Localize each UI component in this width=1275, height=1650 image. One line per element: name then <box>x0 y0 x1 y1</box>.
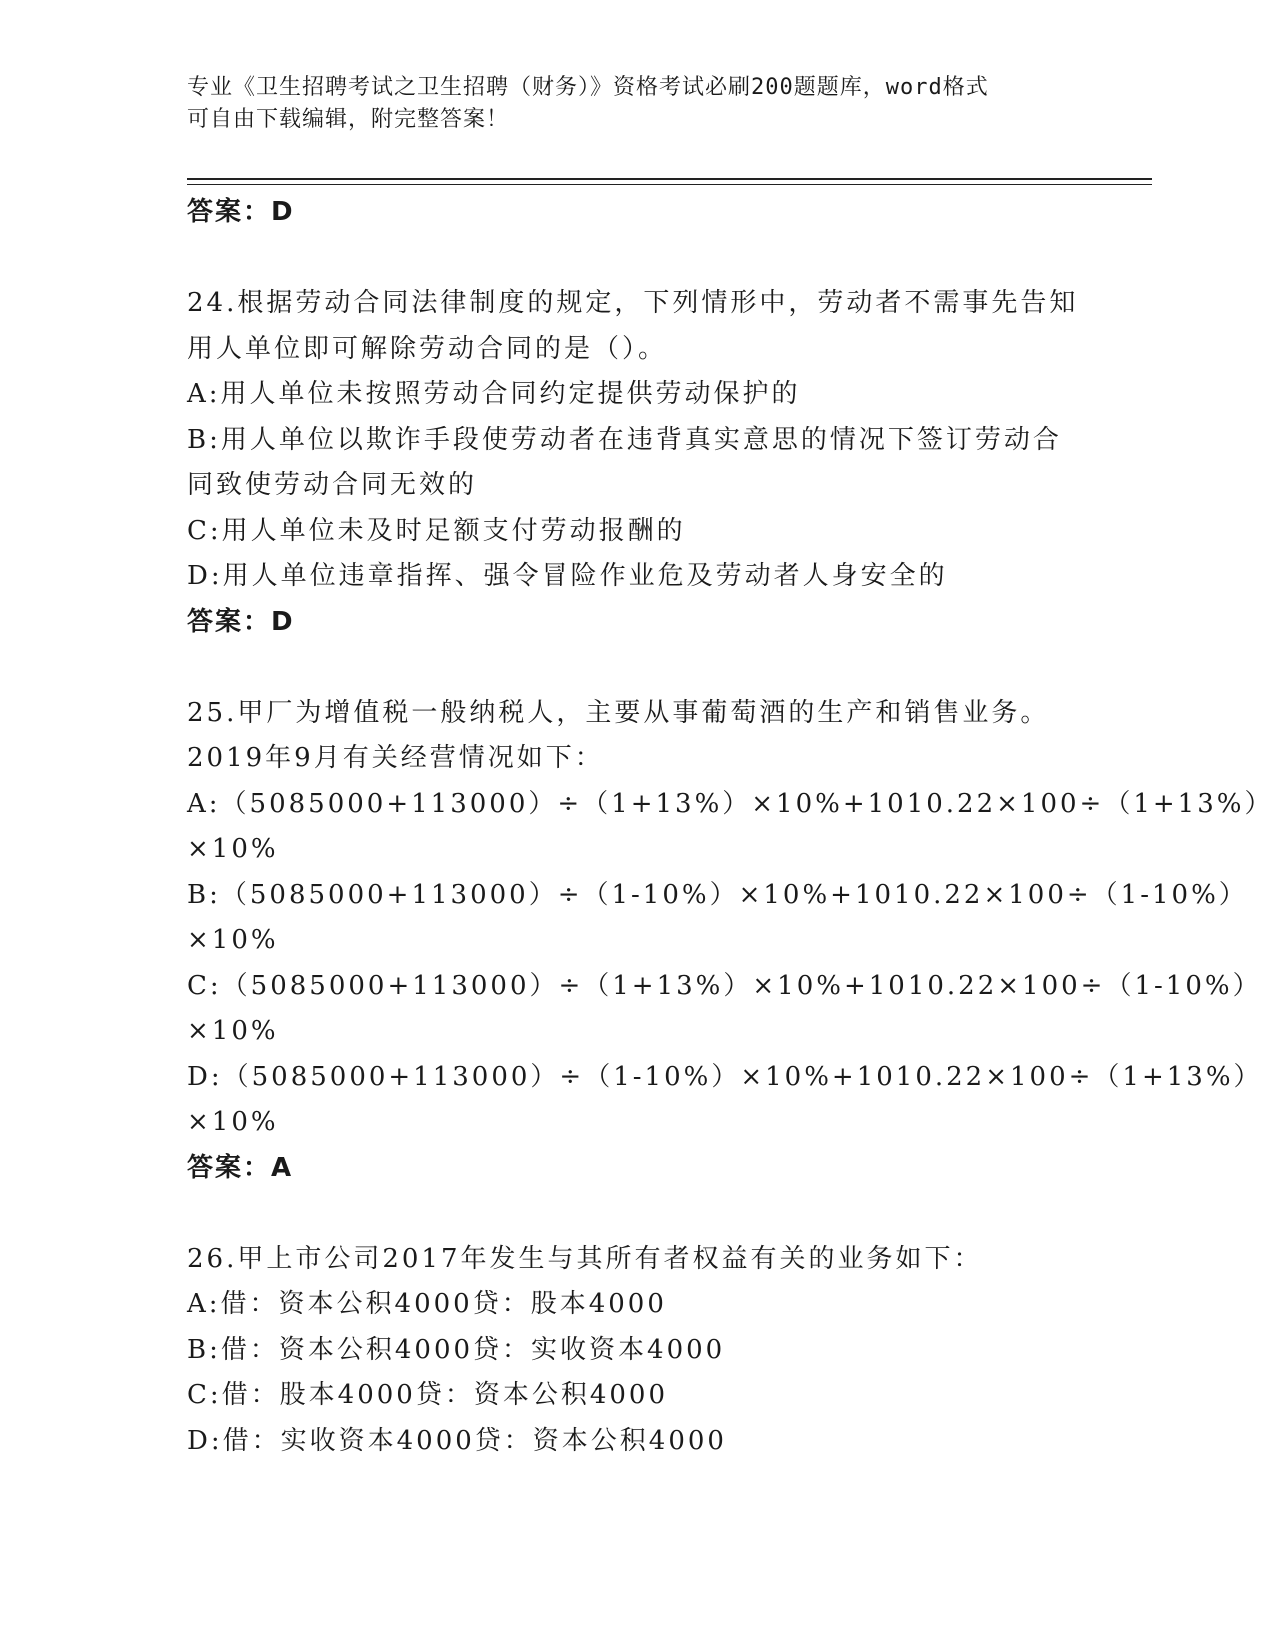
option-line: A:（5085000+113000）÷（1+13%）×10%+1010.22×100÷（1+13%） <box>187 788 1274 819</box>
question-block <box>187 281 1147 645</box>
question-stem-line: 2019年9月有关经营情况如下： <box>187 743 604 773</box>
option-line: ×10% <box>187 834 279 864</box>
answer-label: 答案：D <box>187 606 295 637</box>
header-rule-thick <box>187 178 1152 180</box>
block-spacer <box>187 645 1147 691</box>
question-stem-line: 用人单位即可解除劳动合同的是（）。 <box>187 333 668 364</box>
option-line: D:（5085000+113000）÷（1-10%）×10%+1010.22×100÷（1+13%） <box>187 1061 1263 1092</box>
question-block <box>187 190 1147 236</box>
option-line: ×10% <box>187 925 279 955</box>
option-line: D:借：实收资本4000贷：资本公积4000 <box>187 1425 727 1456</box>
question-list <box>187 190 1274 1464</box>
header-rule-thin <box>187 184 1152 185</box>
option-line: C:借：股本4000贷：资本公积4000 <box>187 1380 668 1410</box>
document-header <box>187 72 1067 136</box>
option-line: C:（5085000+113000）÷（1+13%）×10%+1010.22×100÷（1-10%） <box>187 970 1262 1001</box>
option-line: ×10% <box>187 1107 279 1137</box>
option-line: 同致使劳动合同无效的 <box>187 470 478 500</box>
option-line: B:（5085000+113000）÷（1-10%）×10%+1010.22×100÷（1-10%） <box>187 879 1248 910</box>
header-line-2: 可自由下载编辑，附完整答案！ <box>187 107 510 132</box>
question-block <box>187 691 1274 1192</box>
question-stem-line: 25.甲厂为增值税一般纳税人，主要从事葡萄酒的生产和销售业务。 <box>187 697 1050 728</box>
option-line: C:用人单位未及时足额支付劳动报酬的 <box>187 515 686 546</box>
block-spacer <box>187 1191 1147 1237</box>
answer-label: 答案：A <box>187 1152 294 1183</box>
question-stem-line: 26.甲上市公司2017年发生与其所有者权益有关的业务如下： <box>187 1243 983 1274</box>
option-line: D:用人单位违章指挥、强令冒险作业危及劳动者人身安全的 <box>187 561 948 591</box>
option-line: B:用人单位以欺诈手段使劳动者在违背真实意思的情况下签订劳动合 <box>187 424 1062 455</box>
option-line: A:借：资本公积4000贷：股本4000 <box>187 1289 667 1319</box>
option-line: ×10% <box>187 1016 279 1046</box>
header-line-1: 专业《卫生招聘考试之卫生招聘（财务）》资格考试必刷200题题库，word格式 <box>187 75 989 100</box>
question-stem-line: 24.根据劳动合同法律制度的规定，下列情形中，劳动者不需事先告知 <box>187 288 1079 318</box>
option-line: B:借：资本公积4000贷：实收资本4000 <box>187 1334 726 1365</box>
block-spacer <box>187 236 1147 282</box>
option-line: A:用人单位未按照劳动合同约定提供劳动保护的 <box>187 379 801 409</box>
question-block <box>187 1237 1147 1465</box>
answer-label: 答案：D <box>187 197 295 227</box>
